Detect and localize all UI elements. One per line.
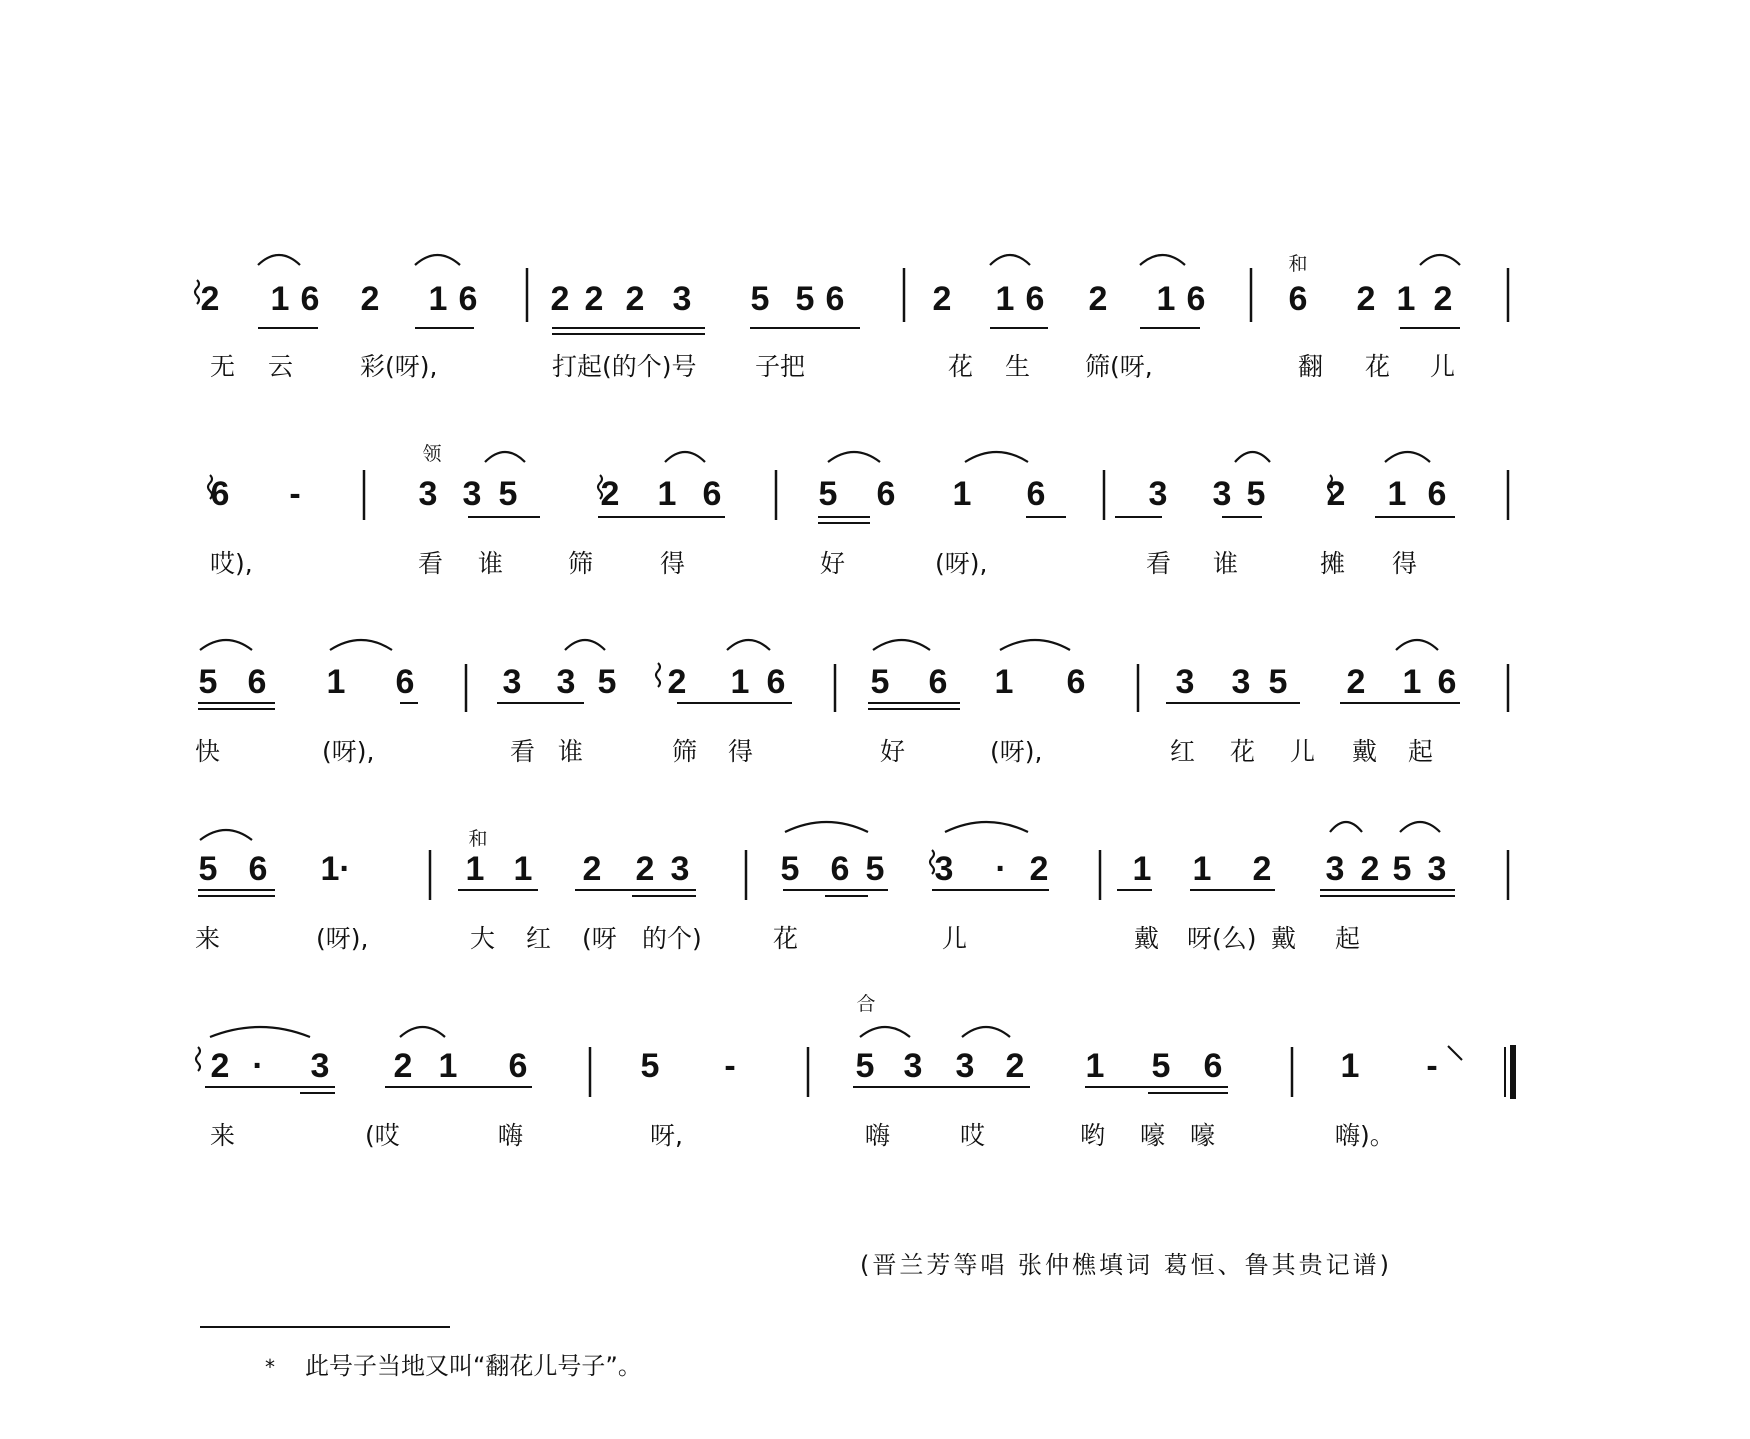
jianpu-note: 5 bbox=[750, 280, 770, 318]
slur-arc bbox=[485, 452, 525, 462]
jianpu-note: 1 bbox=[513, 850, 533, 888]
jianpu-note: - bbox=[1426, 1047, 1438, 1085]
part-marker: 和 bbox=[1288, 253, 1308, 275]
jianpu-note: · bbox=[252, 1047, 264, 1085]
jianpu-note: 3 bbox=[1325, 850, 1345, 888]
jianpu-note: 6 bbox=[766, 663, 786, 701]
jianpu-note: 3 bbox=[556, 663, 576, 701]
slur-arc bbox=[330, 640, 392, 650]
footnote-text: 此号子当地又叫“翻花儿号子”。 bbox=[305, 1352, 642, 1380]
jianpu-note: 1 bbox=[1156, 280, 1176, 318]
lyric-syllable: 呀, bbox=[650, 1121, 683, 1150]
jianpu-note: 1 bbox=[994, 663, 1014, 701]
lyric-syllable: 看 bbox=[1146, 549, 1172, 578]
lyric-syllable: 嗨 bbox=[865, 1121, 891, 1150]
jianpu-note: 2 bbox=[1005, 1047, 1025, 1085]
jianpu-note: 2 bbox=[210, 1047, 230, 1085]
lyric-syllable: (呀), bbox=[935, 549, 988, 578]
jianpu-note: 6 bbox=[395, 663, 415, 701]
lyric-syllable: 花 bbox=[948, 352, 974, 381]
lyric-syllable: 谁 bbox=[478, 549, 504, 578]
lyric-syllable: (呀), bbox=[990, 737, 1043, 766]
jianpu-note: 3 bbox=[462, 475, 482, 513]
jianpu-note: 6 bbox=[825, 280, 845, 318]
lyric-syllable: 花 bbox=[773, 924, 799, 953]
jianpu-note: 2 bbox=[582, 850, 602, 888]
lyric-syllable: 好 bbox=[820, 549, 846, 578]
jianpu-note: 6 bbox=[1186, 280, 1206, 318]
grace-ornament bbox=[195, 280, 199, 304]
jianpu-note: 1 bbox=[270, 280, 290, 318]
notes-lyrics bbox=[195, 253, 1456, 1150]
music-system bbox=[210, 443, 1446, 578]
jianpu-note: 3 bbox=[934, 850, 954, 888]
lyric-syllable: 大 bbox=[470, 924, 496, 953]
jianpu-note: 6 bbox=[876, 475, 896, 513]
jianpu-note: 1 bbox=[1396, 280, 1416, 318]
slur-arc bbox=[860, 1027, 910, 1037]
lyric-syllable: (呀), bbox=[322, 737, 375, 766]
lyric-syllable: 来 bbox=[210, 1121, 236, 1150]
lyric-syllable: 生 bbox=[1005, 352, 1031, 381]
lyric-syllable: 得 bbox=[728, 737, 754, 766]
lyric-syllable: 快 bbox=[195, 737, 221, 766]
jianpu-note: 5 bbox=[640, 1047, 660, 1085]
lyric-syllable: 看 bbox=[510, 737, 536, 766]
footnote-divider bbox=[200, 1326, 450, 1328]
lyric-syllable: 谁 bbox=[1213, 549, 1239, 578]
jianpu-note: 6 bbox=[458, 280, 478, 318]
jianpu-note: 1 bbox=[1402, 663, 1422, 701]
jianpu-note: 2 bbox=[600, 475, 620, 513]
jianpu-note: 2 bbox=[1356, 280, 1376, 318]
jianpu-note: 6 bbox=[1066, 663, 1086, 701]
lyric-syllable: 花 bbox=[1230, 737, 1256, 766]
jianpu-note: 5 bbox=[855, 1047, 875, 1085]
jianpu-note: 2 bbox=[932, 280, 952, 318]
lyric-syllable: 戴 bbox=[1134, 924, 1160, 953]
lyric-syllable: 的个) bbox=[642, 924, 702, 953]
slur-arc bbox=[1330, 822, 1362, 832]
jianpu-note: 5 bbox=[1268, 663, 1288, 701]
lyric-syllable: 翻 bbox=[1298, 352, 1324, 381]
jianpu-note: · bbox=[339, 850, 351, 888]
jianpu-note: 1 bbox=[995, 280, 1015, 318]
slur-arc bbox=[727, 640, 770, 650]
lyric-syllable: 打起(的个)号 bbox=[552, 352, 697, 381]
lyric-syllable: (哎 bbox=[365, 1121, 400, 1150]
lyric-syllable: 得 bbox=[660, 549, 686, 578]
lyric-syllable: 呀(么) bbox=[1187, 924, 1257, 953]
part-marker: 领 bbox=[422, 443, 442, 465]
slur-arc bbox=[415, 255, 460, 265]
lyric-syllable: 嚎 bbox=[1140, 1121, 1166, 1150]
grace-ornament bbox=[656, 663, 660, 687]
lyric-syllable: 起 bbox=[1335, 924, 1361, 953]
jianpu-note: 5 bbox=[795, 280, 815, 318]
grace-ornament bbox=[930, 850, 934, 874]
jianpu-note: 2 bbox=[625, 280, 645, 318]
jianpu-note: 2 bbox=[1326, 475, 1346, 513]
jianpu-note: 5 bbox=[870, 663, 890, 701]
lyric-syllable: 嗨)。 bbox=[1335, 1121, 1395, 1150]
lyric-syllable: 花 bbox=[1365, 352, 1391, 381]
jianpu-note: 5 bbox=[1246, 475, 1266, 513]
jianpu-note: 3 bbox=[670, 850, 690, 888]
slur-arc bbox=[1000, 640, 1070, 650]
barlines-underlines-slurs bbox=[195, 255, 1513, 1099]
jianpu-note: 6 bbox=[508, 1047, 528, 1085]
jianpu-note: 1 bbox=[657, 475, 677, 513]
jianpu-note: 2 bbox=[1346, 663, 1366, 701]
slur-arc bbox=[785, 822, 868, 832]
slur-arc bbox=[962, 1027, 1010, 1037]
slur-arc bbox=[258, 255, 300, 265]
jianpu-note: 1 bbox=[1387, 475, 1407, 513]
lyric-syllable: 谁 bbox=[558, 737, 584, 766]
jianpu-note: 1 bbox=[1132, 850, 1152, 888]
jianpu-note: 5 bbox=[1392, 850, 1412, 888]
lyric-syllable: 哎), bbox=[210, 549, 253, 578]
jianpu-note: 1 bbox=[326, 663, 346, 701]
jianpu-note: 5 bbox=[198, 663, 218, 701]
slur-arc bbox=[1140, 255, 1185, 265]
jianpu-note: 5 bbox=[818, 475, 838, 513]
jianpu-note: 2 bbox=[1088, 280, 1108, 318]
jianpu-note: 2 bbox=[360, 280, 380, 318]
jianpu-note: 5 bbox=[498, 475, 518, 513]
part-marker: 和 bbox=[468, 828, 488, 850]
slur-arc bbox=[945, 822, 1028, 832]
lyric-syllable: 哎 bbox=[960, 1121, 986, 1150]
jianpu-note: 1 bbox=[1192, 850, 1212, 888]
jianpu-note: 2 bbox=[584, 280, 604, 318]
lyric-syllable: 红 bbox=[1170, 737, 1196, 766]
jianpu-note: 3 bbox=[1212, 475, 1232, 513]
jianpu-note: 1 bbox=[465, 850, 485, 888]
jianpu-note: 1 bbox=[730, 663, 750, 701]
jianpu-note: 3 bbox=[1148, 475, 1168, 513]
lyric-syllable: 来 bbox=[195, 924, 221, 953]
slur-arc bbox=[400, 1027, 445, 1037]
grace-ornament bbox=[196, 1047, 200, 1071]
slur-arc bbox=[965, 452, 1028, 462]
jianpu-note: 6 bbox=[1288, 280, 1308, 318]
jianpu-note: 6 bbox=[210, 475, 230, 513]
lyric-syllable: 彩(呀), bbox=[360, 352, 438, 381]
jianpu-note: 1 bbox=[320, 850, 340, 888]
lyric-syllable: 子把 bbox=[755, 352, 806, 381]
jianpu-note: 1 bbox=[952, 475, 972, 513]
jianpu-note: 1 bbox=[1340, 1047, 1360, 1085]
lyric-syllable: 儿 bbox=[1430, 352, 1456, 381]
lyric-syllable: (呀), bbox=[316, 924, 369, 953]
slur-arc bbox=[990, 255, 1030, 265]
jianpu-note: 3 bbox=[903, 1047, 923, 1085]
jianpu-note: 6 bbox=[1427, 475, 1447, 513]
jianpu-note: 6 bbox=[702, 475, 722, 513]
jianpu-note: · bbox=[995, 850, 1007, 888]
jianpu-note: 6 bbox=[1026, 475, 1046, 513]
slur-arc bbox=[828, 452, 880, 462]
lyric-syllable: 起 bbox=[1408, 737, 1434, 766]
jianpu-note: 3 bbox=[1175, 663, 1195, 701]
jianpu-note: 6 bbox=[247, 663, 267, 701]
slur-arc bbox=[665, 452, 705, 462]
jianpu-note: 5 bbox=[1151, 1047, 1171, 1085]
slur-arc bbox=[1400, 822, 1440, 832]
jianpu-note: 3 bbox=[1427, 850, 1447, 888]
jianpu-note: 6 bbox=[830, 850, 850, 888]
slur-arc bbox=[200, 830, 252, 840]
lyric-syllable: 筛(呀, bbox=[1085, 352, 1153, 381]
jianpu-note: - bbox=[724, 1047, 736, 1085]
performer-credits: (晋兰芳等唱 张仲樵填词 葛恒、鲁其贵记谱) bbox=[860, 1251, 1392, 1279]
jianpu-note: - bbox=[289, 475, 301, 513]
music-system bbox=[210, 993, 1438, 1150]
jianpu-note: 1 bbox=[1085, 1047, 1105, 1085]
lyric-syllable: 筛 bbox=[568, 549, 594, 578]
lyric-syllable: 儿 bbox=[1290, 737, 1316, 766]
jianpu-note: 5 bbox=[198, 850, 218, 888]
jianpu-note: 6 bbox=[248, 850, 268, 888]
slur-arc bbox=[1420, 255, 1460, 265]
lyric-syllable: 无 bbox=[210, 352, 236, 381]
part-marker: 合 bbox=[856, 993, 876, 1015]
lyric-syllable: 好 bbox=[880, 737, 906, 766]
jianpu-note: 3 bbox=[310, 1047, 330, 1085]
footnote bbox=[265, 1346, 642, 1381]
lyric-syllable: 哟 bbox=[1080, 1121, 1106, 1150]
slur-arc bbox=[200, 640, 252, 650]
jianpu-note: 2 bbox=[667, 663, 687, 701]
lyric-syllable: 得 bbox=[1392, 549, 1418, 578]
jianpu-note: 1 bbox=[438, 1047, 458, 1085]
footnote-marker: * bbox=[265, 1355, 275, 1379]
slur-arc bbox=[1385, 452, 1430, 462]
slur-arc bbox=[873, 640, 930, 650]
music-system bbox=[195, 663, 1456, 766]
jianpu-note: 3 bbox=[672, 280, 692, 318]
lyric-syllable: 嚎 bbox=[1190, 1121, 1216, 1150]
jianpu-note: 5 bbox=[865, 850, 885, 888]
jianpu-note: 2 bbox=[393, 1047, 413, 1085]
slur-arc bbox=[565, 640, 605, 650]
glide-mark bbox=[1448, 1046, 1462, 1060]
jianpu-note: 3 bbox=[955, 1047, 975, 1085]
slur-arc bbox=[1235, 452, 1270, 462]
jianpu-note: 2 bbox=[1433, 280, 1453, 318]
lyric-syllable: 戴 bbox=[1271, 924, 1297, 953]
jianpu-note: 2 bbox=[550, 280, 570, 318]
jianpu-note: 6 bbox=[1025, 280, 1045, 318]
jianpu-note: 2 bbox=[635, 850, 655, 888]
lyric-syllable: 儿 bbox=[942, 924, 968, 953]
jianpu-note: 3 bbox=[418, 475, 438, 513]
lyric-syllable: 云 bbox=[268, 352, 294, 381]
slur-arc bbox=[1396, 640, 1438, 650]
jianpu-note: 5 bbox=[597, 663, 617, 701]
lyric-syllable: (呀 bbox=[582, 924, 617, 953]
jianpu-note: 2 bbox=[200, 280, 220, 318]
lyric-syllable: 摊 bbox=[1320, 549, 1346, 578]
lyric-syllable: 筛 bbox=[672, 737, 698, 766]
jianpu-note: 3 bbox=[1231, 663, 1251, 701]
jianpu-note: 6 bbox=[1203, 1047, 1223, 1085]
lyric-syllable: 戴 bbox=[1352, 737, 1378, 766]
slur-arc bbox=[210, 1027, 310, 1037]
lyric-syllable: 嗨 bbox=[498, 1121, 524, 1150]
jianpu-note: 2 bbox=[1360, 850, 1380, 888]
jianpu-note: 1 bbox=[428, 280, 448, 318]
lyric-syllable: 红 bbox=[526, 924, 552, 953]
jianpu-note: 6 bbox=[300, 280, 320, 318]
jianpu-note: 6 bbox=[1437, 663, 1457, 701]
jianpu-note: 3 bbox=[502, 663, 522, 701]
lyric-syllable: 看 bbox=[418, 549, 444, 578]
jianpu-note: 5 bbox=[780, 850, 800, 888]
music-system bbox=[201, 253, 1455, 381]
jianpu-note: 2 bbox=[1252, 850, 1272, 888]
jianpu-note: 6 bbox=[928, 663, 948, 701]
jianpu-note: 2 bbox=[1029, 850, 1049, 888]
